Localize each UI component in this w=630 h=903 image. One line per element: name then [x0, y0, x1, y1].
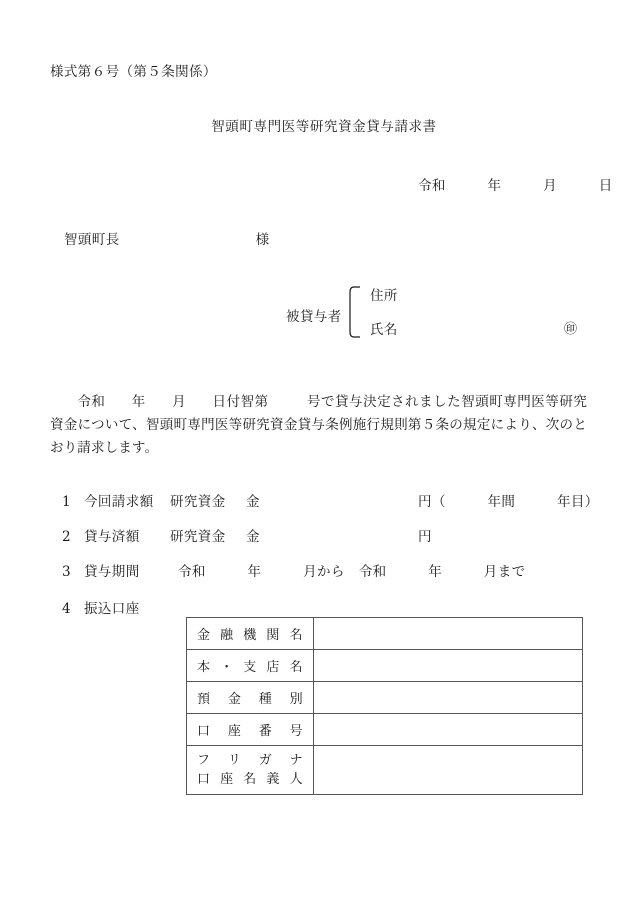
table-row — [187, 650, 583, 682]
body-paragraph — [50, 391, 587, 460]
label-chars — [197, 624, 303, 643]
label-char: 本 — [197, 660, 211, 675]
row-label-branch — [187, 650, 314, 682]
table-row — [187, 682, 583, 714]
seal-icon: ㊞ — [564, 322, 578, 337]
input-account-holder[interactable] — [314, 746, 583, 795]
label-chars — [197, 720, 303, 739]
bank-account-table — [186, 617, 583, 795]
label-char: 義 — [266, 772, 280, 787]
label-char: ガ — [258, 753, 273, 768]
label-char: 種 — [258, 692, 273, 707]
label-char: 機 — [243, 628, 257, 643]
row-label-financial-institution — [187, 618, 314, 650]
item-3-number: 3 — [62, 564, 71, 580]
item-row-3 — [62, 560, 170, 580]
item-1-fund: 研究資金 — [170, 494, 226, 510]
item-1-label: 今回請求額 — [84, 494, 154, 510]
label-char: ・ — [220, 660, 234, 675]
item-2-unit: 円 — [418, 529, 432, 545]
label-char: 口 — [197, 724, 211, 739]
holder-line — [197, 770, 303, 789]
form-number: 様式第６号（第５条関係） — [50, 64, 217, 80]
page-title: 智頭町専門医等研究資金貸与請求書 — [211, 119, 437, 135]
addressee — [64, 228, 270, 248]
label-char: ナ — [289, 753, 303, 768]
body-seg-2: 年 — [131, 394, 146, 410]
body-seg-5: 号で貸与決定されました智頭町専門医等研究資金について、智頭町専門医等研究資金貸与条例施行規則第５条の規定により、次のとおり請求します。 — [50, 394, 587, 456]
body-seg-4: 日付智第 — [212, 394, 269, 410]
label-char: 名 — [243, 772, 257, 787]
item-1-number: 1 — [62, 494, 71, 510]
item-3-label: 貸与期間 — [84, 564, 140, 580]
item-row-4 — [62, 597, 170, 617]
item-2-label: 貸与済額 — [84, 529, 140, 545]
label-char: フ — [197, 753, 211, 768]
bank-table-body — [187, 618, 583, 795]
label-char: 名 — [289, 628, 303, 643]
borrower-label: 被貸与者 — [286, 309, 342, 325]
input-financial-institution[interactable] — [314, 618, 583, 650]
item-1-unit: 円（ 年間 年目） — [418, 494, 599, 510]
borrower-name-label: 氏名 — [370, 322, 398, 338]
label-char: 関 — [266, 628, 280, 643]
body-seg-1: 令和 — [77, 394, 106, 410]
row-label-account-holder — [187, 746, 314, 795]
item-2-fund: 研究資金 — [170, 529, 226, 545]
table-row — [187, 746, 583, 795]
input-account-number[interactable] — [314, 714, 583, 746]
item-1-amount-label: 金 — [246, 494, 260, 510]
label-char: 号 — [289, 724, 303, 739]
item-2-amount-label: 金 — [246, 529, 260, 545]
table-row — [187, 618, 583, 650]
furigana-line — [197, 751, 303, 770]
label-char: 支 — [243, 660, 257, 675]
input-branch[interactable] — [314, 650, 583, 682]
label-char: 別 — [289, 692, 303, 707]
input-account-type[interactable] — [314, 682, 583, 714]
label-chars — [197, 751, 303, 789]
item-row-1 — [62, 490, 260, 510]
item-3-period: 令和 年 月から 令和 年 月まで — [178, 564, 526, 580]
label-char: 融 — [220, 628, 234, 643]
table-row — [187, 714, 583, 746]
item-2-number: 2 — [62, 529, 71, 545]
row-label-account-number — [187, 714, 314, 746]
item-4-label: 振込口座 — [84, 601, 140, 617]
date-line: 令和 年 月 日 — [418, 178, 613, 194]
item-4-number: 4 — [62, 601, 71, 617]
addressee-name: 智頭町長 — [64, 232, 120, 248]
borrower-block — [286, 284, 586, 344]
label-char: リ — [227, 753, 242, 768]
label-chars — [197, 688, 303, 707]
body-seg-3: 月 — [171, 394, 187, 410]
label-char: 番 — [258, 724, 273, 739]
label-chars — [197, 656, 303, 675]
label-char: 座 — [220, 772, 234, 787]
borrower-address-label: 住所 — [370, 288, 398, 304]
label-char: 預 — [197, 692, 211, 707]
brace-icon — [349, 286, 361, 338]
label-char: 店 — [266, 660, 280, 675]
row-label-account-type — [187, 682, 314, 714]
label-char: 人 — [289, 772, 303, 787]
addressee-honorific: 様 — [255, 232, 270, 248]
label-char: 口 — [197, 772, 211, 787]
label-char: 金 — [197, 628, 211, 643]
label-char: 座 — [227, 724, 242, 739]
item-row-2 — [62, 525, 260, 545]
label-char: 名 — [289, 660, 303, 675]
label-char: 金 — [227, 692, 242, 707]
